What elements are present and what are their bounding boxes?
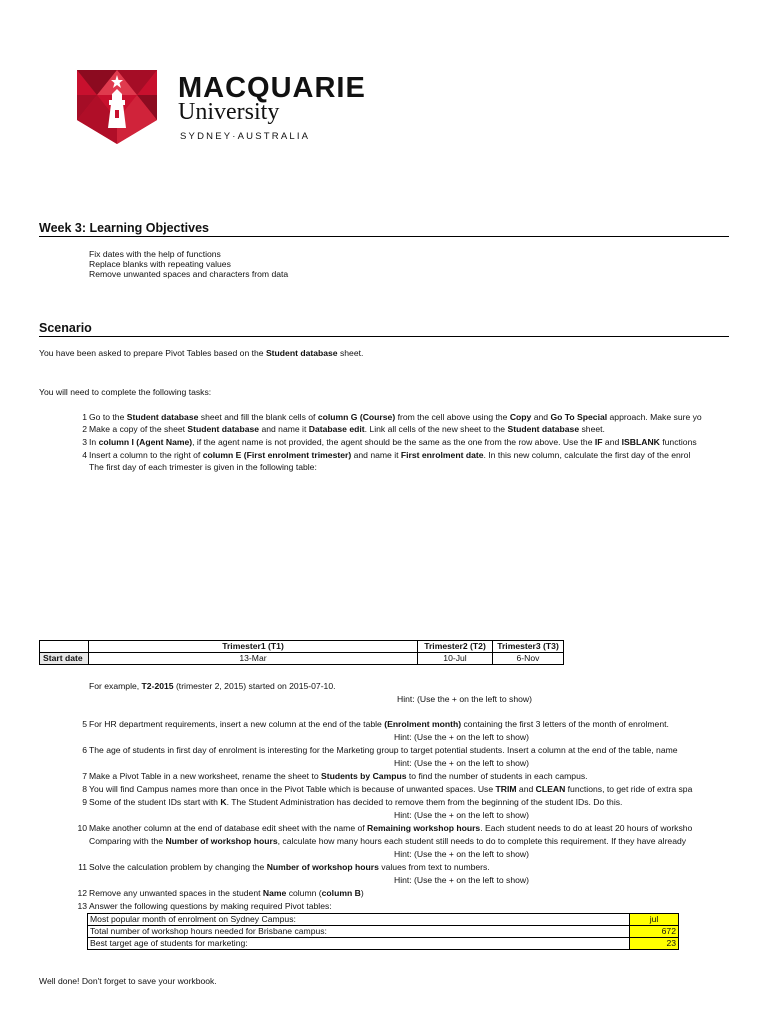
week-prefix: Week 3: bbox=[39, 221, 87, 235]
trimester-table bbox=[39, 640, 564, 665]
task-9: Some of the student IDs start with K. The Student Administration has decided to remove them from the beginning of the student IDs. Do this. bbox=[89, 797, 623, 807]
table-cell: 13-Mar bbox=[89, 653, 418, 665]
logo-location: SYDNEY·AUSTRALIA bbox=[180, 131, 311, 142]
task-number: 13 bbox=[77, 901, 87, 911]
answers-table bbox=[87, 913, 679, 950]
table-header: Trimester3 (T3) bbox=[493, 641, 564, 653]
question-cell: Best target age of students for marketing: bbox=[88, 938, 630, 950]
task-number: 4 bbox=[82, 450, 87, 460]
task-number: 9 bbox=[82, 797, 87, 807]
task-number: 11 bbox=[78, 862, 87, 872]
hint-text[interactable]: Hint: (Use the + on the left to show) bbox=[394, 849, 529, 859]
question-cell: Most popular month of enrolment on Sydney Campus: bbox=[88, 914, 630, 926]
task-number: 3 bbox=[82, 437, 87, 447]
table-header: Trimester1 (T1) bbox=[89, 641, 418, 653]
task-3: In column I (Agent Name), if the agent name is not provided, the agent should be the same as the one from the row above. Use the IF and ISBLANK functions bbox=[89, 437, 697, 447]
scenario-rule bbox=[39, 336, 729, 337]
task-7: Make a Pivot Table in a new worksheet, rename the sheet to Students by Campus to find the number of students in each campus. bbox=[89, 771, 588, 781]
task-10: Make another column at the end of database edit sheet with the name of Remaining workshop hours. Each student needs to do at least 20 hours of worksho bbox=[89, 823, 693, 833]
hint-text[interactable]: Hint: (Use the + on the left to show) bbox=[394, 732, 529, 742]
scenario-intro: You have been asked to prepare Pivot Tables based on the Student database sheet. bbox=[39, 348, 364, 358]
task-2: Make a copy of the sheet Student database and name it Database edit. Link all cells of the new sheet to the Student database sheet. bbox=[89, 424, 605, 434]
task-number: 2 bbox=[82, 424, 87, 434]
logo-wordmark: MACQUARIE bbox=[178, 72, 366, 104]
tasks-intro: You will need to complete the following tasks: bbox=[39, 387, 212, 397]
objective-item: Replace blanks with repeating values bbox=[89, 259, 231, 269]
week-heading bbox=[39, 221, 209, 235]
question-cell: Total number of workshop hours needed for Brisbane campus: bbox=[88, 926, 630, 938]
example-text: For example, T2-2015 (trimester 2, 2015) started on 2015-07-10. bbox=[89, 681, 336, 691]
hint-text[interactable]: Hint: (Use the + on the left to show) bbox=[394, 758, 529, 768]
task-4: Insert a column to the right of column E (First enrolment trimester) and name it First enrolment date. In this new column, calculate the first day of the enrol bbox=[89, 450, 691, 460]
task-number: 5 bbox=[82, 719, 87, 729]
task-number: 7 bbox=[82, 771, 87, 781]
task-number: 8 bbox=[82, 784, 87, 794]
task-11: Solve the calculation problem by changing the Number of workshop hours values from text to numbers. bbox=[89, 862, 490, 872]
footer-text: Well done! Don't forget to save your workbook. bbox=[39, 976, 217, 986]
hint-text[interactable]: Hint: (Use the + on the left to show) bbox=[397, 694, 532, 704]
row-label: Start date bbox=[40, 653, 89, 665]
logo-university: University bbox=[178, 99, 280, 125]
table-header: Trimester2 (T2) bbox=[418, 641, 493, 653]
objective-item: Remove unwanted spaces and characters from data bbox=[89, 269, 289, 279]
table-row bbox=[88, 938, 679, 950]
table-cell: 10-Jul bbox=[418, 653, 493, 665]
heading-rule bbox=[39, 236, 729, 237]
week-title: Learning Objectives bbox=[89, 221, 209, 235]
task-number: 6 bbox=[82, 745, 87, 755]
task-number: 10 bbox=[77, 823, 87, 833]
objective-item: Fix dates with the help of functions bbox=[89, 249, 221, 259]
answer-cell[interactable]: 672 bbox=[630, 926, 679, 938]
task-13: Answer the following questions by making required Pivot tables: bbox=[89, 901, 332, 911]
task-6: The age of students in first day of enrolment is interesting for the Marketing group to target potential students. Insert a column at the end of the table, name bbox=[89, 745, 678, 755]
answer-cell[interactable]: jul bbox=[630, 914, 679, 926]
task-1: Go to the Student database sheet and fill the blank cells of column G (Course) from the cell above using the Copy and Go To Special approach. Make sure yo bbox=[89, 412, 702, 422]
hint-text[interactable]: Hint: (Use the + on the left to show) bbox=[394, 875, 529, 885]
scenario-heading: Scenario bbox=[39, 321, 92, 335]
task-number: 1 bbox=[82, 412, 87, 422]
table-corner bbox=[40, 641, 89, 653]
table-row bbox=[88, 914, 679, 926]
table-cell: 6-Nov bbox=[493, 653, 564, 665]
task-8: You will find Campus names more than once in the Pivot Table which is because of unwanted spaces. Use TRIM and CLEAN functions, to get ride of extra spa bbox=[89, 784, 693, 794]
macquarie-logo bbox=[77, 70, 157, 144]
task-number: 12 bbox=[77, 888, 87, 898]
table-row bbox=[88, 926, 679, 938]
task-12: Remove any unwanted spaces in the student Name column (column B) bbox=[89, 888, 364, 898]
answer-cell[interactable]: 23 bbox=[630, 938, 679, 950]
task-5: For HR department requirements, insert a new column at the end of the table (Enrolment month) containing the first 3 letters of the month of enrolment. bbox=[89, 719, 669, 729]
task-4-line2: The first day of each trimester is given in the following table: bbox=[89, 462, 317, 472]
hint-text[interactable]: Hint: (Use the + on the left to show) bbox=[394, 810, 529, 820]
task-10-line2: Comparing with the Number of workshop hours, calculate how many hours each student still needs to do to complete this requirement. If they have already bbox=[89, 836, 687, 846]
